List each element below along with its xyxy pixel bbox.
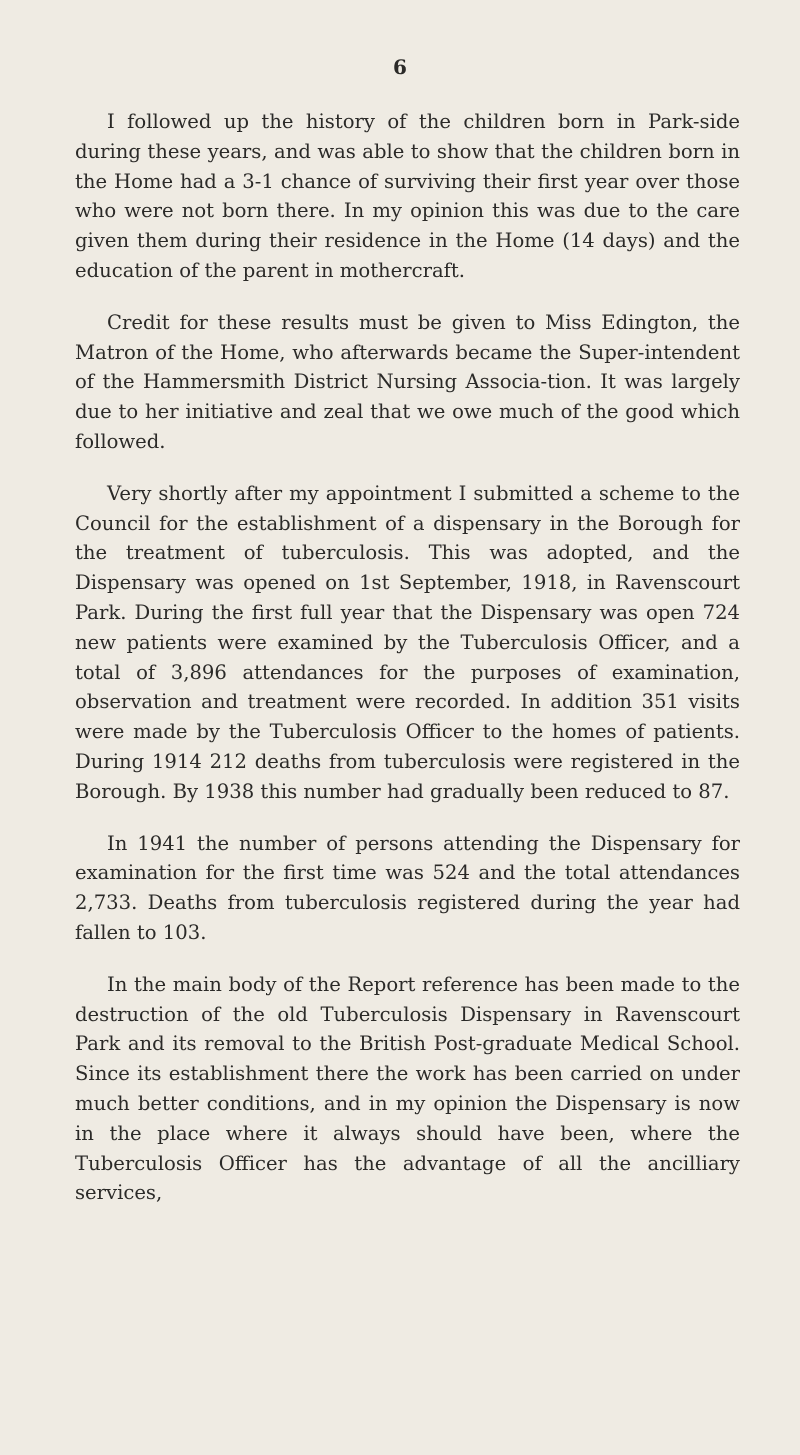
paragraph-4: In 1941 the number of persons attending the Dispensary for examination for the first time was 524 and the total attendances 2,733. Deaths from tuberculosis registered during the year had fallen to 103.: [75, 831, 740, 944]
paragraph-5: In the main body of the Report reference has been made to the destruction of the old Tuberculosis Dispensary in Ravenscourt Park and its removal to the British Post-graduate Medical School. Since its establishment there the work has been carried on under much better conditions, and in my opinion the Dispensary is now in the place where it always should have been, where the Tuberculosis Officer has the advantage of all the ancilliary services,: [75, 972, 740, 1205]
page-number: 6: [393, 55, 407, 79]
paragraph-2: Credit for these results must be given to Miss Edington, the Matron of the Home, who afterwards became the Super-intendent of the Hammersmith District Nursing Associa-tion. It was largely due to her initiative and zeal that we owe much of the good which followed.: [75, 310, 740, 453]
paragraph-1: I followed up the history of the children born in Park-side during these years, and was able to show that the children born in the Home had a 3-1 chance of surviving their first year over those who were not born there. In my opinion this was due to the care given them during their residence in the Home (14 days) and the education of the parent in mothercraft.: [75, 110, 740, 282]
body-text: [75, 107, 740, 1230]
paragraph-3: Very shortly after my appointment I submitted a scheme to the Council for the establishment of a dispensary in the Borough for the treatment of tuberculosis. This was adopted, and the Dispensary was opened on 1st September, 1918, in Ravenscourt Park. During the first full year that the Dispensary was open 724 new patients were examined by the Tuberculosis Officer, and a total of 3,896 attendances for the purposes of examination, observation and treatment were recorded. In addition 351 visits were made by the Tuberculosis Officer to the homes of patients. During 1914 212 deaths from tuberculosis were registered in the Borough. By 1938 this number had gradually been reduced to 87.: [75, 481, 740, 803]
